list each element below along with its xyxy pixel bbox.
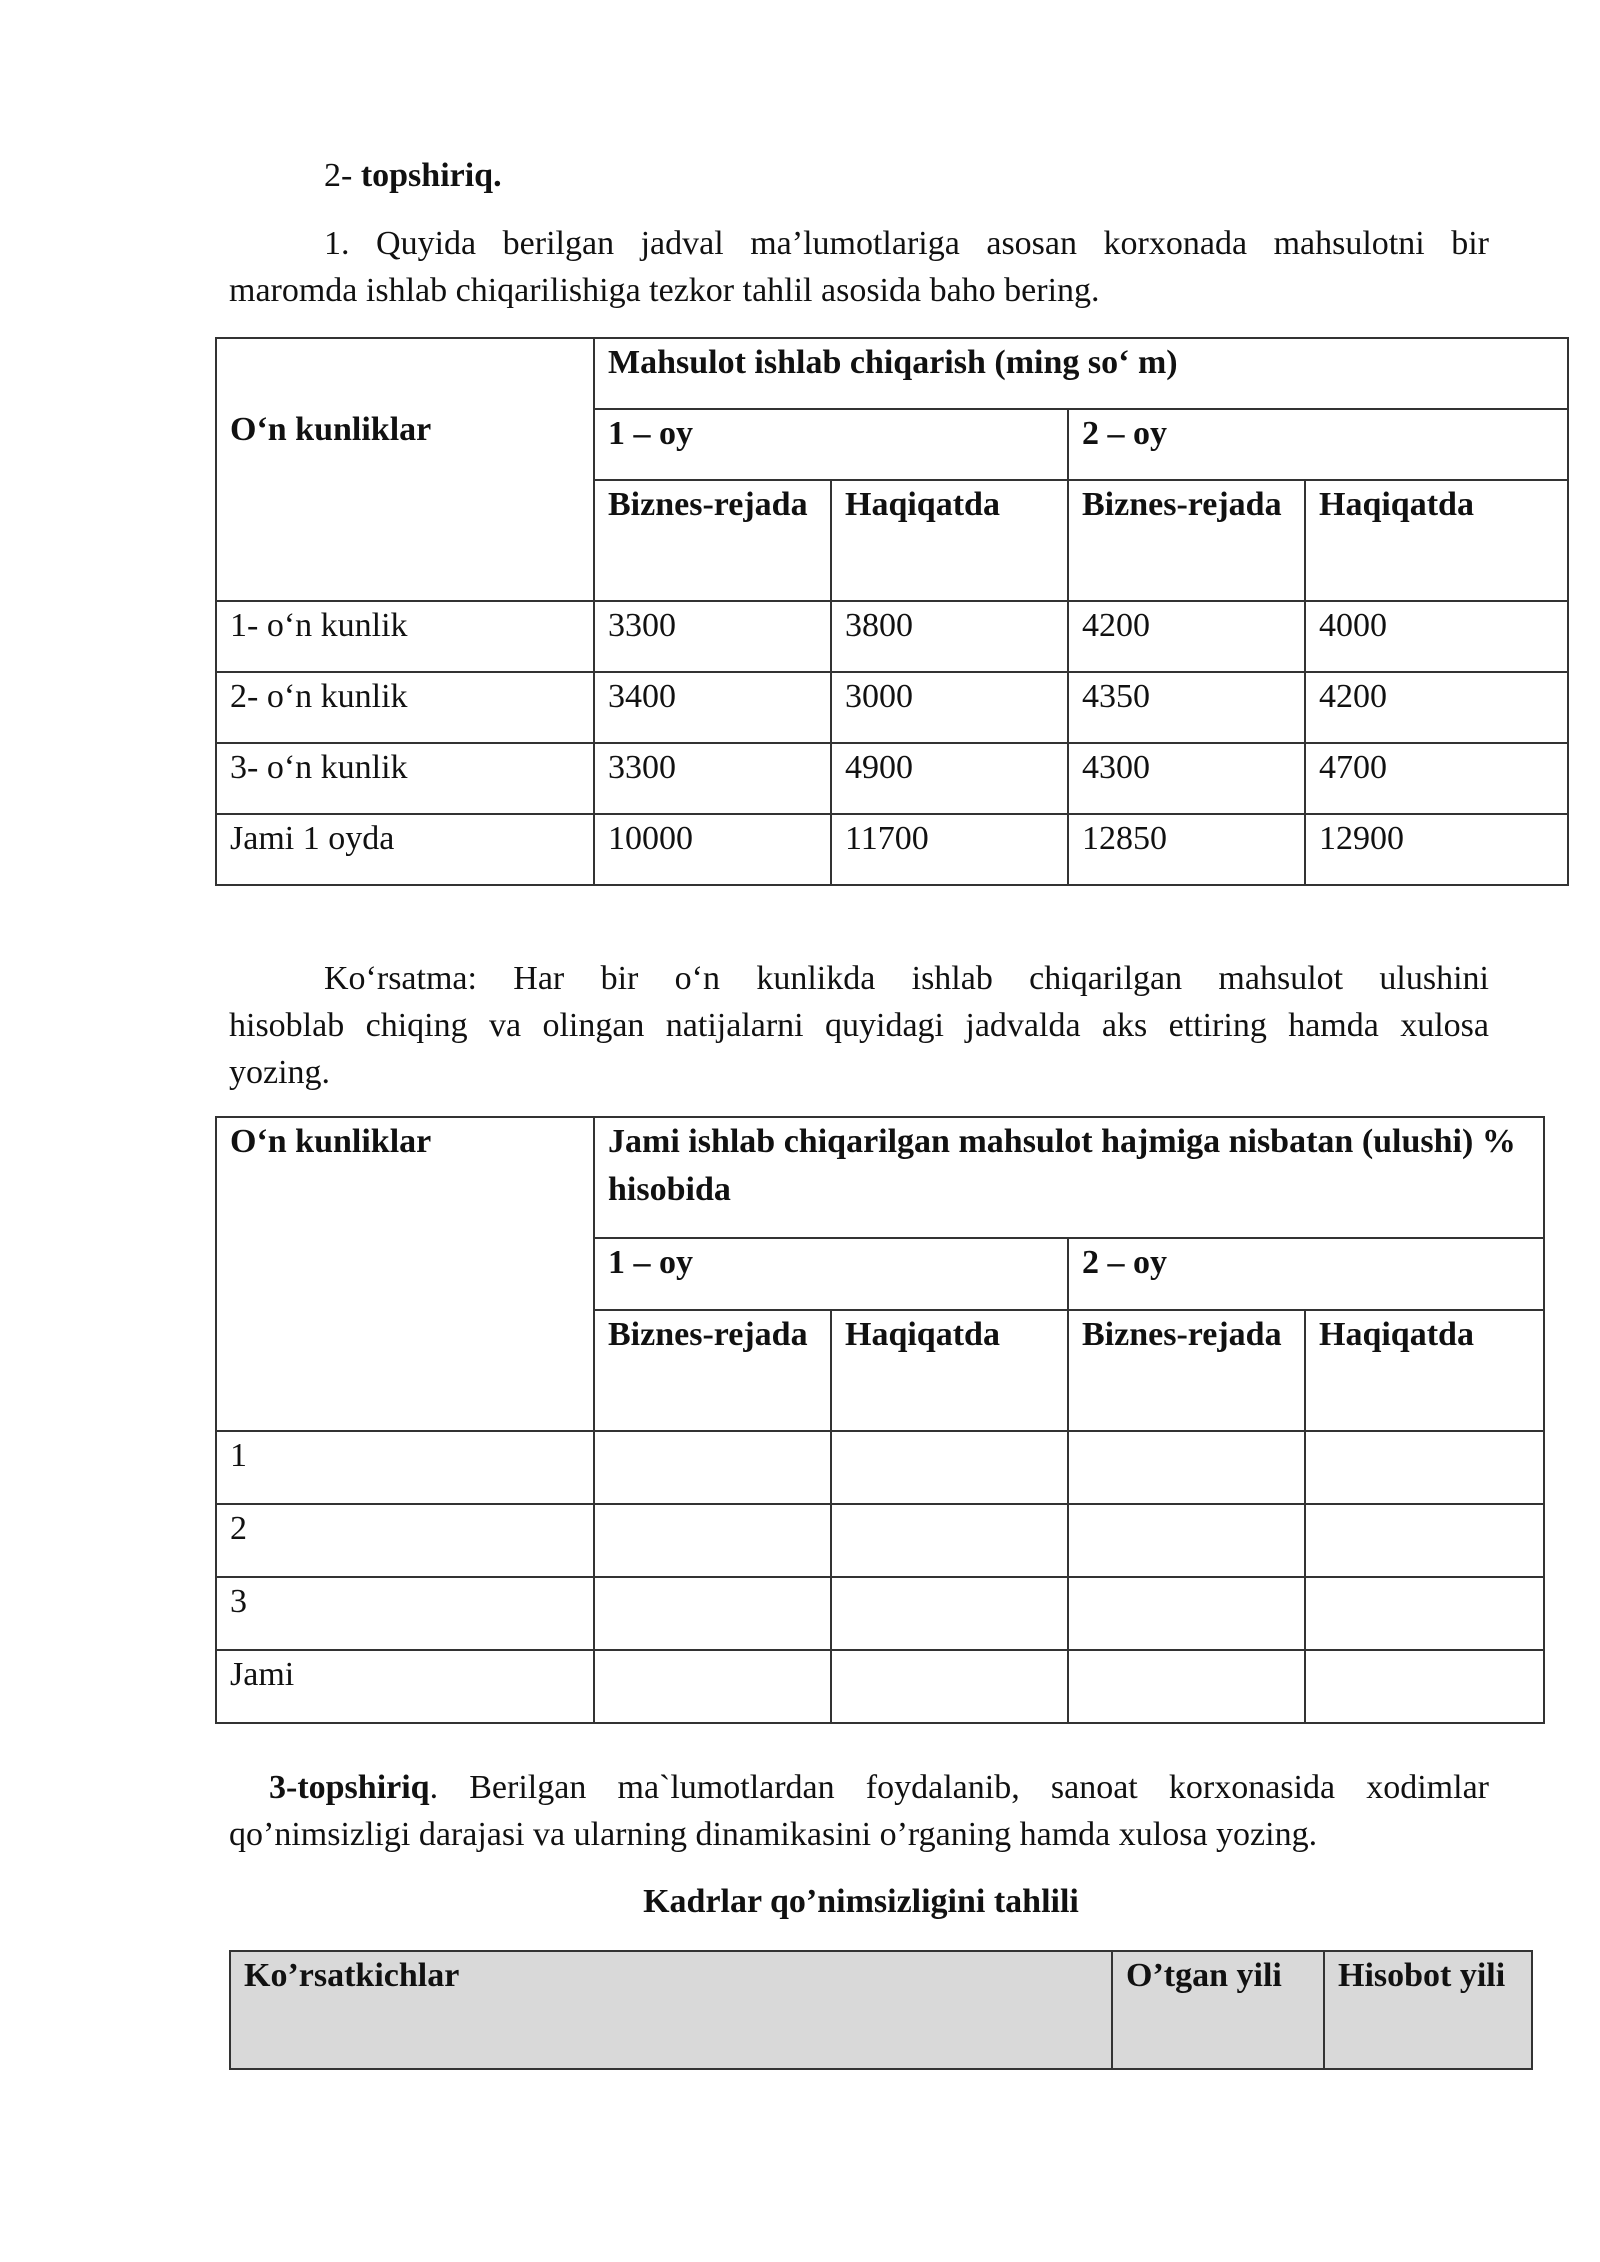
task3-line2: qo’nimsizligi darajasi va ularning dinamikasini o’rganing hamda xulosa yozing.: [229, 1816, 1318, 1853]
empty-cell: [1068, 1431, 1305, 1504]
table2-corner-header: O‘n kunliklar: [216, 1117, 594, 1431]
table3-header-last-year: O’tgan yili: [1112, 1951, 1324, 2069]
cell-value: 4200: [1068, 601, 1305, 672]
table-row: [216, 1504, 1544, 1577]
empty-cell: [1305, 1577, 1544, 1650]
table1-month-1: 1 – oy: [594, 409, 1068, 480]
table-row: [216, 814, 1568, 885]
table2-group-header: Jami ishlab chiqarilgan mahsulot hajmiga nisbatan (ulushi) % hisobida: [594, 1117, 1544, 1238]
row-label: 2- o‘n kunlik: [216, 672, 594, 743]
cell-value: 3000: [831, 672, 1068, 743]
cell-value: 4350: [1068, 672, 1305, 743]
task2-intro-line2: maromda ishlab chiqarilishiga tezkor tahlil asosida baho bering.: [229, 272, 1100, 309]
task2-number: 2-: [324, 157, 353, 194]
row-label: 3: [216, 1577, 594, 1650]
table2-sub-header: Biznes-rejada: [1068, 1310, 1305, 1431]
empty-cell: [1068, 1504, 1305, 1577]
table-row: [216, 601, 1568, 672]
empty-cell: [831, 1650, 1068, 1723]
cell-value: 11700: [831, 814, 1068, 885]
empty-cell: [1068, 1577, 1305, 1650]
table2-sub-header: Haqiqatda: [1305, 1310, 1544, 1431]
empty-cell: [831, 1577, 1068, 1650]
cell-value: 3400: [594, 672, 831, 743]
table2-month-1: 1 – oy: [594, 1238, 1068, 1310]
empty-cell: [594, 1577, 831, 1650]
cell-value: 12850: [1068, 814, 1305, 885]
task3-line1: [269, 1764, 1489, 1811]
row-label: 3- o‘n kunlik: [216, 743, 594, 814]
empty-cell: [1305, 1504, 1544, 1577]
task2-heading: [324, 152, 502, 199]
table1-sub-header: Haqiqatda: [1305, 480, 1568, 601]
empty-cell: [594, 1504, 831, 1577]
row-label: 2: [216, 1504, 594, 1577]
row-label: 1: [216, 1431, 594, 1504]
task3-title: 3-topshiriq: [269, 1769, 430, 1806]
cell-value: 12900: [1305, 814, 1568, 885]
empty-cell: [831, 1431, 1068, 1504]
cell-value: 4700: [1305, 743, 1568, 814]
table2-sub-header: Biznes-rejada: [594, 1310, 831, 1431]
empty-cell: [1305, 1431, 1544, 1504]
table1-sub-header: Biznes-rejada: [1068, 480, 1305, 601]
table3-heading: Kadrlar qo’nimsizligini tahlili: [643, 1883, 1079, 1920]
table-row: [216, 1650, 1544, 1723]
task3-line1-text: . Berilgan ma`lumotlardan foydalanib, sanoat korxonasida xodimlar: [429, 1769, 1489, 1806]
table-row: [216, 743, 1568, 814]
table1-sub-header: Biznes-rejada: [594, 480, 831, 601]
empty-cell: [594, 1431, 831, 1504]
empty-cell: [831, 1504, 1068, 1577]
table2-month-2: 2 – oy: [1068, 1238, 1544, 1310]
row-label: Jami 1 oyda: [216, 814, 594, 885]
empty-cell: [1068, 1650, 1305, 1723]
table3-header-indicators: Ko’rsatkichlar: [230, 1951, 1112, 2069]
row-label: 1- o‘n kunlik: [216, 601, 594, 672]
table1-sub-header: Haqiqatda: [831, 480, 1068, 601]
table1-month-2: 2 – oy: [1068, 409, 1568, 480]
empty-cell: [1305, 1650, 1544, 1723]
table-row: [216, 1431, 1544, 1504]
cell-value: 4000: [1305, 601, 1568, 672]
table3-header-report-year: Hisobot yili: [1324, 1951, 1532, 2069]
cell-value: 4900: [831, 743, 1068, 814]
production-table: [215, 337, 1569, 886]
task2-intro-line1: 1. Quyida berilgan jadval ma’lumotlariga asosan korxonada mahsulotni bir: [324, 225, 1489, 262]
cell-value: 3300: [594, 601, 831, 672]
table-row: [216, 672, 1568, 743]
table2-sub-header: Haqiqatda: [831, 1310, 1068, 1431]
hint-line2: hisoblab chiqing va olingan natijalarni quyidagi jadvalda aks ettiring hamda xulosa: [229, 1007, 1489, 1044]
row-label: Jami: [216, 1650, 594, 1723]
task2-title: topshiriq.: [360, 157, 502, 194]
hint-line3: yozing.: [229, 1054, 331, 1091]
empty-cell: [594, 1650, 831, 1723]
cell-value: 4200: [1305, 672, 1568, 743]
cell-value: 3800: [831, 601, 1068, 672]
hint-line1: Ko‘rsatma: Har bir o‘n kunlikda ishlab chiqarilgan mahsulot ulushini: [324, 960, 1489, 997]
cell-value: 4300: [1068, 743, 1305, 814]
cell-value: 10000: [594, 814, 831, 885]
share-table: [215, 1116, 1545, 1724]
cell-value: 3300: [594, 743, 831, 814]
table1-corner-header: O‘n kunliklar: [216, 338, 594, 601]
table-row: [216, 1577, 1544, 1650]
staff-turnover-table: [229, 1950, 1533, 2070]
table1-group-header: Mahsulot ishlab chiqarish (ming so‘ m): [594, 338, 1568, 409]
